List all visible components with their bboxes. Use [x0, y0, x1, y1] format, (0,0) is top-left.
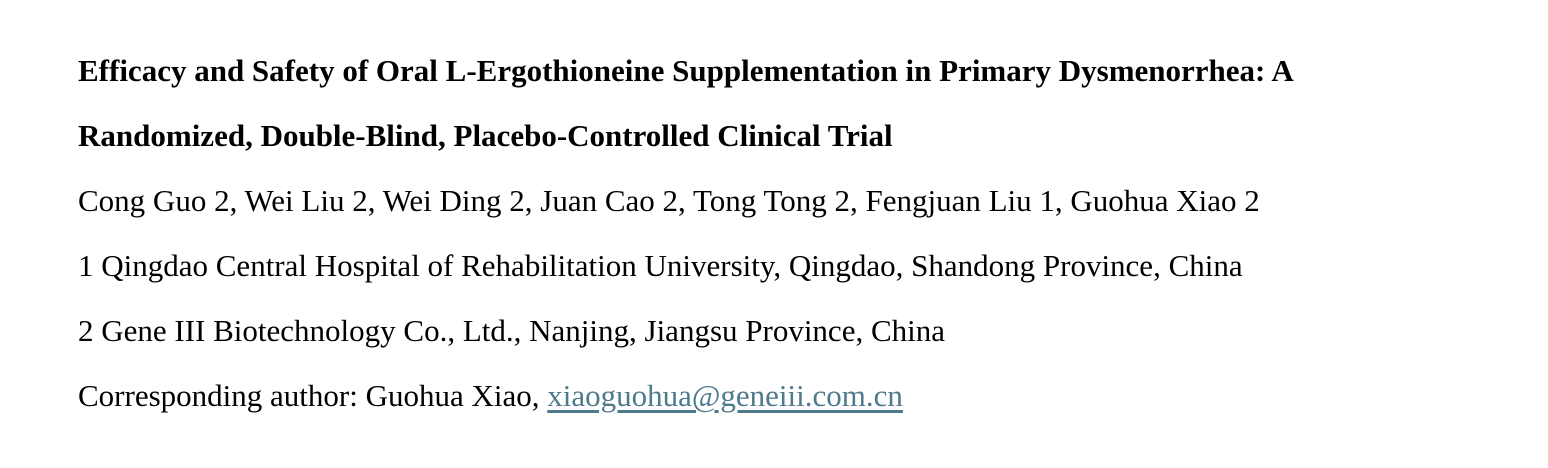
affiliation-2: 2 Gene III Biotechnology Co., Ltd., Nanjing, Jiangsu Province, China [78, 313, 946, 348]
paper-title [78, 38, 1488, 168]
paper-title-line1: Efficacy and Safety of Oral L-Ergothioneine Supplementation in Primary Dysmenorrhea: A [78, 53, 1294, 88]
affiliation-1: 1 Qingdao Central Hospital of Rehabilitation University, Qingdao, Shandong Province, China [78, 248, 1243, 283]
corresponding-author-line [78, 363, 1488, 428]
corresponding-email-link[interactable]: xiaoguohua@geneiii.com.cn [547, 378, 903, 413]
corresponding-author-label: Corresponding author: Guohua Xiao, [78, 378, 548, 413]
author-list: Cong Guo 2, Wei Liu 2, Wei Ding 2, Juan Cao 2, Tong Tong 2, Fengjuan Liu 1, Guohua Xiao 2 [78, 183, 1260, 218]
paper-title-line2: Randomized, Double-Blind, Placebo-Controlled Clinical Trial [78, 118, 893, 153]
